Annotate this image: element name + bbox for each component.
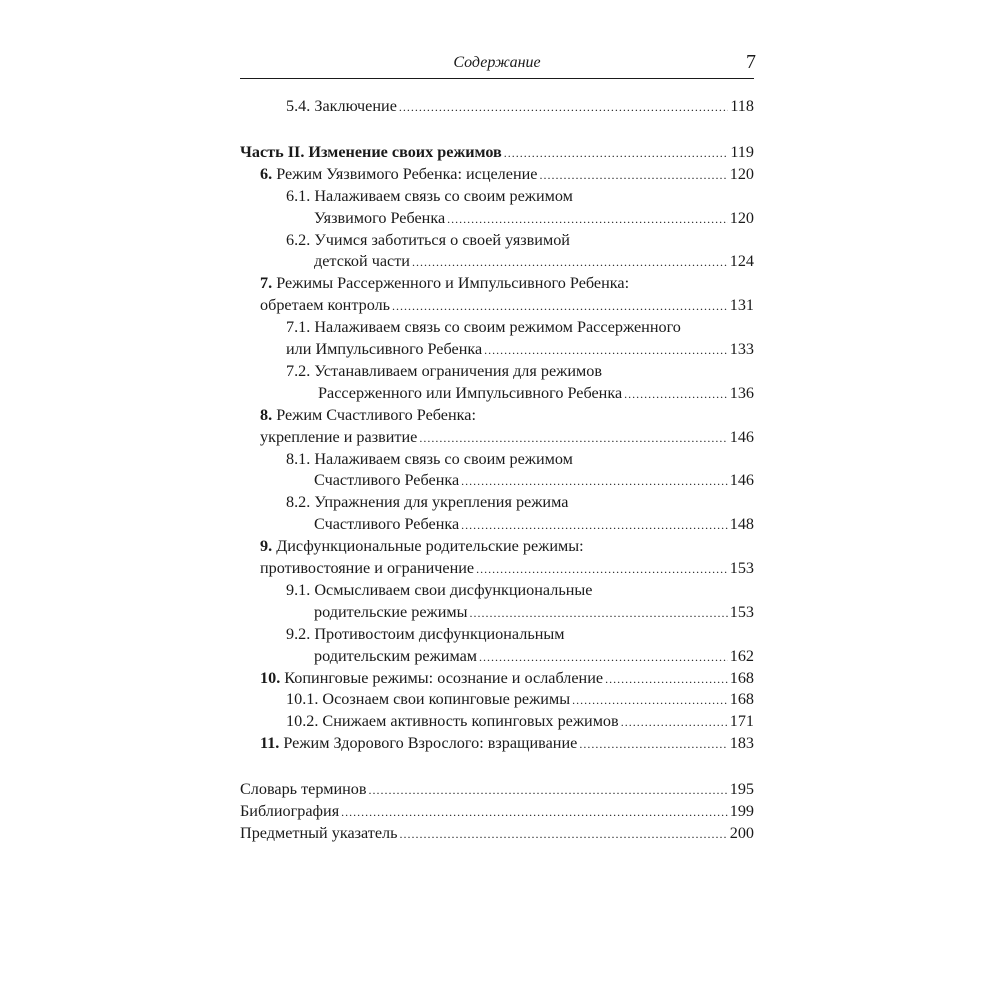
- toc-entry-title: Осознаем свои копинговые режимы: [322, 690, 571, 709]
- toc-entry-title: Режим Уязвимого Ребенка: исцеление: [276, 164, 538, 183]
- toc-entry-number: 6.2.: [286, 230, 311, 249]
- toc-entry-8-1-line-2[interactable]: [314, 469, 754, 491]
- toc-entry-page: 146: [729, 471, 754, 490]
- toc-entry-page: 119: [730, 142, 754, 161]
- toc-entry-number: 8.: [260, 405, 273, 424]
- toc-entry-title: родительским режимам: [314, 646, 478, 665]
- toc-entry-number: 6.: [260, 164, 273, 183]
- toc-entry-title: Рассерженного или Импульсивного Ребенка: [318, 383, 623, 402]
- toc-entry-9-2-line-2[interactable]: [314, 645, 754, 667]
- toc-entry-page: 146: [729, 427, 754, 446]
- dot-leader: [369, 779, 728, 801]
- toc-entry-title: Учимся заботиться о своей уязвимой: [314, 230, 570, 249]
- toc-entry-title: Налаживаем связь со своим режимом: [314, 449, 573, 468]
- toc-entry-ch8-line-2[interactable]: [260, 426, 754, 448]
- toc-entry-title: Счастливого Ребенка: [314, 471, 460, 490]
- toc-entry-title: родительские режимы: [314, 602, 468, 621]
- toc-entry-page: 153: [729, 602, 754, 621]
- toc-entry-ch9-line-1[interactable]: [260, 535, 754, 557]
- toc-entry-page: 199: [729, 802, 754, 820]
- toc-entry-7-1-line-2[interactable]: [286, 338, 754, 360]
- toc-entry-title: обретаем контроль: [260, 296, 391, 315]
- toc-entry-6-1-line-2[interactable]: [314, 207, 754, 229]
- toc-entry-5-4[interactable]: [286, 95, 754, 117]
- toc-entry-page: 168: [729, 668, 754, 687]
- page-number: 7: [746, 51, 756, 73]
- dot-leader: [476, 558, 728, 580]
- toc-entry-title: Счастливого Ребенка: [314, 515, 460, 534]
- toc-entry-title: Противостоим дисфункциональным: [314, 624, 565, 643]
- toc-entry-page: 131: [729, 296, 754, 315]
- dot-leader: [341, 801, 728, 823]
- toc-entry-10-1[interactable]: [286, 688, 754, 710]
- toc-entry-number: 9.: [260, 537, 273, 556]
- toc-entry-title: противостояние и ограничение: [260, 559, 475, 577]
- toc-entry-page: 195: [729, 780, 754, 799]
- toc-entry-title: Словарь терминов: [240, 780, 367, 799]
- dot-leader: [479, 646, 728, 668]
- toc-entry-ch7-line-2[interactable]: [260, 294, 754, 316]
- dot-leader: [461, 470, 728, 492]
- toc-entry-page: 120: [729, 208, 754, 227]
- dot-leader: [624, 383, 728, 405]
- dot-leader: [447, 208, 728, 230]
- page-header: [240, 52, 754, 79]
- toc-entry-title: Налаживаем связь со своим режимом Рассерженного: [314, 318, 681, 337]
- toc-entry-glossary[interactable]: [240, 778, 754, 800]
- toc-entry-number: 9.1.: [286, 580, 311, 599]
- toc-entry-6-1-line-1[interactable]: [286, 185, 754, 207]
- toc-entry-page: 183: [729, 734, 754, 753]
- toc-entry-10-2[interactable]: [286, 710, 754, 732]
- dot-leader: [419, 427, 727, 449]
- toc-entry-title: Изменение своих режимов: [308, 142, 502, 161]
- toc-entry-6-2-line-1[interactable]: [286, 229, 754, 251]
- toc-entry-number: 9.2.: [286, 624, 311, 643]
- toc-entry-8-2-line-2[interactable]: [314, 513, 754, 535]
- toc-entry-page: 124: [729, 252, 754, 271]
- toc-entry-title: Предметный указатель: [240, 823, 398, 842]
- toc-entry-ch9-line-2[interactable]: [260, 557, 754, 579]
- toc-entry-number: 10.: [260, 668, 281, 687]
- dot-leader: [484, 339, 728, 361]
- toc-entry-title: Снижаем активность копинговых режимов: [322, 712, 619, 731]
- dot-leader: [621, 711, 728, 733]
- toc-entry-8-2-line-1[interactable]: [286, 491, 754, 513]
- dot-leader: [400, 823, 728, 845]
- dot-leader: [461, 514, 728, 536]
- toc-entry-number: 5.4.: [286, 97, 311, 115]
- toc-entry-9-1-line-1[interactable]: [286, 579, 754, 601]
- toc-entry-ch11[interactable]: [260, 732, 754, 754]
- toc-entry-title: Копинговые режимы: осознание и ослабление: [284, 668, 604, 687]
- dot-leader: [470, 602, 728, 624]
- toc-entry-number: 8.1.: [286, 449, 311, 468]
- toc-entry-9-1-line-2[interactable]: [314, 601, 754, 623]
- toc-entry-page: 118: [730, 97, 754, 115]
- toc-entry-9-2-line-1[interactable]: [286, 623, 754, 645]
- toc-entry-title: Устанавливаем ограничения для режимов: [314, 361, 602, 380]
- toc-entry-title: Режим Счастливого Ребенка:: [276, 405, 476, 424]
- toc-entry-page: 133: [729, 340, 754, 358]
- toc-entry-index[interactable]: [240, 822, 754, 844]
- toc-entry-ch7-line-1[interactable]: [260, 272, 754, 294]
- toc-entry-number: 7.1.: [286, 318, 311, 337]
- dot-leader: [392, 295, 728, 317]
- toc-entry-page: 162: [729, 646, 754, 665]
- toc-entry-number: 7.2.: [286, 361, 311, 380]
- toc-entry-page: 168: [729, 690, 754, 709]
- toc-entry-number: 7.: [260, 274, 273, 293]
- toc-entry-8-1-line-1[interactable]: [286, 448, 754, 470]
- toc-entry-number: 10.1.: [286, 690, 319, 709]
- toc-entry-page: 120: [729, 164, 754, 183]
- dot-leader: [605, 668, 728, 690]
- toc-entry-ch6[interactable]: [260, 163, 754, 185]
- dot-leader: [412, 251, 728, 273]
- toc-entry-number: Часть II.: [240, 142, 305, 161]
- toc-entry-ch8-line-1[interactable]: [260, 404, 754, 426]
- toc-entry-title: Режим Здорового Взрослого: взращивание: [283, 734, 578, 753]
- toc-entry-7-1-line-1[interactable]: [286, 316, 754, 338]
- toc-entry-title: Библиография: [240, 802, 340, 820]
- book-page: [240, 52, 754, 79]
- running-title: Содержание: [453, 54, 541, 71]
- toc-entry-title: Заключение: [314, 97, 397, 115]
- toc-entry-title: укрепление и развитие: [260, 427, 418, 446]
- toc-entry-7-2-line-2[interactable]: [318, 382, 754, 404]
- dot-leader: [539, 164, 727, 186]
- toc-entry-number: 10.2.: [286, 712, 319, 731]
- toc-entry-page: 200: [729, 823, 754, 842]
- toc-entry-7-2-line-1[interactable]: [286, 360, 754, 382]
- toc-entry-part-2[interactable]: [240, 141, 754, 163]
- toc-entry-number: 6.1.: [286, 186, 311, 205]
- toc-entry-title: Режимы Рассерженного и Импульсивного Ребенка:: [276, 274, 630, 293]
- toc-entry-title: Налаживаем связь со своим режимом: [314, 186, 573, 205]
- dot-leader: [399, 96, 728, 118]
- toc-entry-title: Дисфункциональные родительские режимы:: [276, 537, 584, 556]
- toc-entry-page: 171: [729, 712, 754, 731]
- toc-entry-page: 153: [729, 559, 754, 577]
- toc-entry-title: детской части: [314, 252, 410, 271]
- dot-leader: [572, 689, 728, 711]
- dot-leader: [579, 733, 727, 755]
- toc-entry-title: Уязвимого Ребенка: [314, 208, 446, 227]
- toc-entry-number: 8.2.: [286, 493, 311, 512]
- toc-entry-ch10[interactable]: [260, 667, 754, 689]
- toc-entry-title: или Импульсивного Ребенка: [286, 340, 483, 358]
- toc-entry-page: 148: [729, 515, 754, 534]
- toc-entry-bibliography[interactable]: [240, 800, 754, 822]
- toc-entry-6-2-line-2[interactable]: [314, 250, 754, 272]
- toc-entry-number: 11.: [260, 734, 280, 753]
- dot-leader: [504, 142, 729, 164]
- toc-entry-page: 136: [729, 383, 754, 402]
- toc-entry-title: Осмысливаем свои дисфункциональные: [314, 580, 593, 599]
- toc-entry-title: Упражнения для укрепления режима: [314, 493, 569, 512]
